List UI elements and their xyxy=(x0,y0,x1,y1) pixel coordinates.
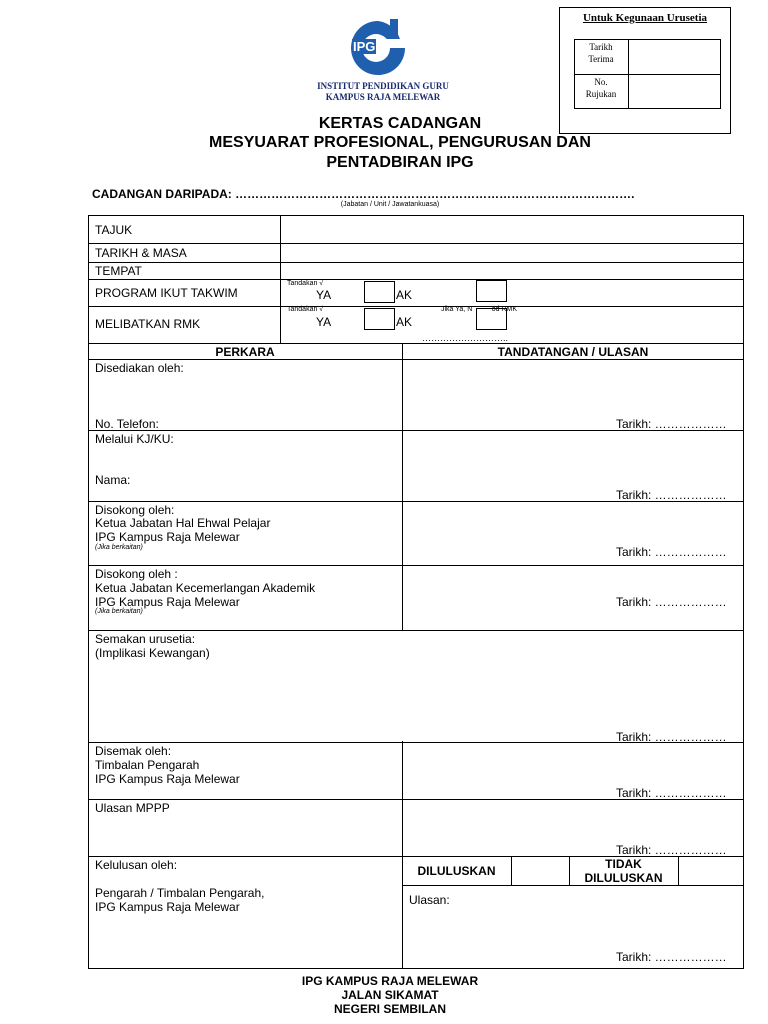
col-perkara-header: PERKARA xyxy=(215,345,275,359)
received-date-label: Tarikh Terima xyxy=(588,42,614,64)
not-approved-checkbox[interactable] xyxy=(679,857,743,884)
logo-line-2: KAMPUS RAJA MELEWAR xyxy=(325,92,441,102)
secretariat-date: Tarikh: ……………… xyxy=(616,730,727,744)
rmk-no-checkbox[interactable] xyxy=(476,308,507,330)
rmk-yes-checkbox[interactable] xyxy=(364,308,395,330)
supported2-org: IPG Kampus Raja Melewar xyxy=(95,595,240,609)
program-yes-label: YA xyxy=(316,288,332,302)
col-signature-header: TANDATANGAN / ULASAN xyxy=(497,345,649,359)
approval-org: IPG Kampus Raja Melewar xyxy=(95,900,240,914)
program-no-label: AK xyxy=(396,288,413,302)
rmk-code-hint: Jika Ya, N od RMK xyxy=(441,306,517,313)
phone-label: No. Telefon: xyxy=(95,417,159,431)
name-label: Nama: xyxy=(95,473,131,487)
approval-label: Kelulusan oleh: xyxy=(95,858,178,872)
form-title-1: KERTAS CADANGAN xyxy=(318,115,482,132)
reviewed-label: Disemak oleh: xyxy=(95,744,172,758)
via-date: Tarikh: ……………… xyxy=(616,488,727,502)
not-approved-label-1: TIDAK xyxy=(605,857,642,871)
mppp-date: Tarikh: ……………… xyxy=(616,843,727,857)
rmk-label: MELIBATKAN RMK xyxy=(95,317,201,331)
proposal-from-label[interactable]: CADANGAN DARIPADA: ………………………………………………………………………………………. xyxy=(92,187,635,201)
prepared-by-label: Disediakan oleh: xyxy=(95,361,184,375)
form-title-2: MESYUARAT PROFESIONAL, PENGURUSAN DAN xyxy=(209,134,591,151)
secretariat-field[interactable] xyxy=(95,662,735,728)
approved-checkbox[interactable] xyxy=(512,857,568,884)
logo-mark: IPG xyxy=(353,39,376,54)
prepared-date: Tarikh: ……………… xyxy=(616,417,727,431)
supported1-note: (Jika berkaitan) xyxy=(95,544,143,551)
datetime-field[interactable] xyxy=(282,245,742,261)
approval-comments-field[interactable] xyxy=(404,908,742,948)
office-use-table xyxy=(574,39,721,109)
venue-field[interactable] xyxy=(282,264,742,278)
program-label: PROGRAM IKUT TAKWIM xyxy=(95,286,238,300)
approval-role: Pengarah / Timbalan Pengarah, xyxy=(95,886,265,900)
reference-no-field[interactable] xyxy=(629,75,720,108)
via-label: Melalui KJ/KU: xyxy=(95,432,174,446)
approved-label: DILULUSKAN xyxy=(417,864,496,878)
program-tick-hint: Tandakan √ xyxy=(287,280,324,287)
title-label: TAJUK xyxy=(95,223,133,237)
proposal-from-hint: (Jabatan / Unit / Jawatankuasa) xyxy=(340,201,440,208)
program-yes-checkbox[interactable] xyxy=(364,281,395,303)
footer-line-3: NEGERI SEMBILAN xyxy=(333,1002,446,1016)
mppp-label: Ulasan MPPP xyxy=(95,801,170,815)
reviewed-org: IPG Kampus Raja Melewar xyxy=(95,772,240,786)
supported2-role: Ketua Jabatan Kecemerlangan Akademik xyxy=(95,581,316,595)
ipg-logo xyxy=(290,17,476,105)
reference-no-label: No. Rujukan xyxy=(585,77,617,99)
not-approved-label-2: DILULUSKAN xyxy=(584,871,663,885)
reviewed-date: Tarikh: ……………… xyxy=(616,786,727,800)
reviewed-role: Timbalan Pengarah xyxy=(95,758,200,772)
form-title-3: PENTADBIRAN IPG xyxy=(326,154,474,171)
supported1-org: IPG Kampus Raja Melewar xyxy=(95,530,240,544)
venue-label: TEMPAT xyxy=(95,264,142,278)
datetime-label: TARIKH & MASA xyxy=(95,246,187,260)
received-date-field[interactable] xyxy=(629,40,720,74)
logo-line-1: INSTITUT PENDIDIKAN GURU xyxy=(317,81,449,91)
approval-comments-label: Ulasan: xyxy=(409,893,450,907)
supported1-label: Disokong oleh: xyxy=(95,503,175,517)
supported1-role: Ketua Jabatan Hal Ehwal Pelajar xyxy=(95,516,271,530)
rmk-tick-hint: Tandakan √ xyxy=(287,306,324,313)
rmk-no-label: AK xyxy=(396,315,413,329)
supported2-note: (Jika berkaitan) xyxy=(95,608,143,615)
program-no-checkbox[interactable] xyxy=(476,280,507,302)
supported1-date: Tarikh: ……………… xyxy=(616,545,727,559)
rmk-code-dots[interactable]: ……………………….. xyxy=(422,333,509,343)
supported2-date: Tarikh: ……………… xyxy=(616,595,727,609)
title-field[interactable] xyxy=(282,217,742,242)
approval-date: Tarikh: ……………… xyxy=(616,950,727,964)
supported2-label: Disokong oleh : xyxy=(95,567,178,581)
secretariat-label: Semakan urusetia: xyxy=(95,632,196,646)
rmk-yes-label: YA xyxy=(316,315,332,329)
financial-implication-label: (Implikasi Kewangan) xyxy=(95,646,210,660)
footer-line-2: JALAN SIKAMAT xyxy=(341,988,439,1002)
office-use-title: Untuk Kegunaan Urusetia xyxy=(582,12,708,24)
footer-line-1: IPG KAMPUS RAJA MELEWAR xyxy=(301,974,479,988)
